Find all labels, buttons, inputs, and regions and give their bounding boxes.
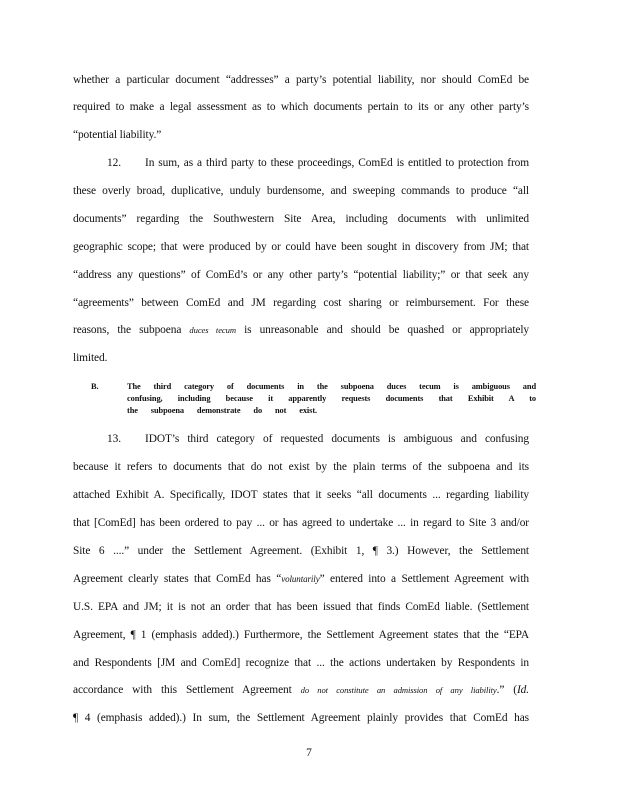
paragraph-12-last-line: limited. (73, 352, 108, 364)
paragraph-13-first-line (107, 432, 529, 446)
section-b-heading-line-1: The third category of documents in the subpoena duces tecum is ambiguous and (127, 382, 536, 391)
accordance-pre-text: accordance with this Settlement Agreement (73, 684, 292, 696)
subpoena-post-text: is unreasonable and should be quashed or appropriately (244, 324, 530, 336)
paragraph-13-accordance-line (73, 683, 529, 697)
paragraph-12-first-line-text: In sum, as a third party to these proceedings, ComEd is entitled to protection from (145, 157, 529, 169)
paragraph-13-first-line-text: IDOT’s third category of requested documents is ambiguous and confusing (145, 433, 529, 445)
paragraph-12-line: geographic scope; that were produced by or could have been sought in discovery from JM; that (73, 241, 529, 253)
paragraph-number-13: 13. (107, 433, 121, 445)
id-citation-italic: Id. (516, 684, 530, 696)
paragraph-13-line: Agreement, ¶ 1 (emphasis added).) Furthermore, the Settlement Agreement states that the “EPA (73, 629, 529, 641)
voluntarily-post-text: ” entered into a Settlement Agreement with (319, 573, 529, 585)
paragraph-number-12: 12. (107, 157, 121, 169)
paragraph-12-subpoena-line (73, 323, 529, 337)
body-line-2: required to make a legal assessment as to which documents pertain to its or any other party’s (73, 101, 529, 113)
paragraph-12-first-line (107, 156, 529, 170)
body-line-1: whether a particular document “addresses” a party’s potential liability, nor should ComEd be (73, 74, 529, 86)
section-b-heading-line-2: confusing, including because it apparently requests documents that Exhibit A to (127, 394, 536, 403)
paragraph-12-line: documents” regarding the Southwestern Site Area, including documents with unlimited (73, 213, 529, 225)
duces-tecum-italic: duces tecum (189, 325, 236, 335)
paragraph-12-line: “address any questions” of ComEd’s or any other party’s “potential liability;” or that seek any (73, 269, 529, 281)
paragraph-13-voluntarily-line (73, 572, 529, 586)
section-b-letter: B. (91, 382, 99, 391)
no-liability-italic: do not constitute an admission of any liability (300, 685, 497, 695)
paragraph-13-line: that [ComEd] has been ordered to pay ... or has agreed to undertake ... in regard to Site 3 and/or (73, 517, 529, 529)
page-number: 7 (306, 747, 312, 759)
section-b-heading-line-3: the subpoena demonstrate do not exist. (127, 406, 317, 415)
paragraph-13-line: Site 6 ....” under the Settlement Agreement. (Exhibit 1, ¶ 3.) However, the Settlement (73, 545, 529, 557)
paragraph-13-line: U.S. EPA and JM; it is not an order that has been issued that finds ComEd liable. (Settlement (73, 601, 529, 613)
paragraph-13-line: because it refers to documents that do not exist by the plain terms of the subpoena and its (73, 461, 529, 473)
voluntarily-italic: voluntarily (281, 574, 320, 584)
body-line-3: “potential liability.” (73, 129, 162, 141)
subpoena-pre-text: reasons, the subpoena (73, 324, 182, 336)
paragraph-13-last-line: ¶ 4 (emphasis added).) In sum, the Settlement Agreement plainly provides that ComEd has (73, 712, 529, 724)
voluntarily-pre-text: Agreement clearly states that ComEd has “ (73, 573, 282, 585)
paragraph-13-line: attached Exhibit A. Specifically, IDOT states that it seeks “all documents ... regarding liability (73, 489, 529, 501)
paragraph-13-line: and Respondents [JM and ComEd] recognize that ... the actions undertaken by Respondents in (73, 657, 529, 669)
paragraph-12-line: these overly broad, duplicative, unduly burdensome, and sweeping commands to produce “all (73, 185, 529, 197)
paragraph-12-line: “agreements” between ComEd and JM regarding cost sharing or reimbursement. For these (73, 297, 529, 309)
accordance-post-text: .” ( (496, 684, 517, 696)
